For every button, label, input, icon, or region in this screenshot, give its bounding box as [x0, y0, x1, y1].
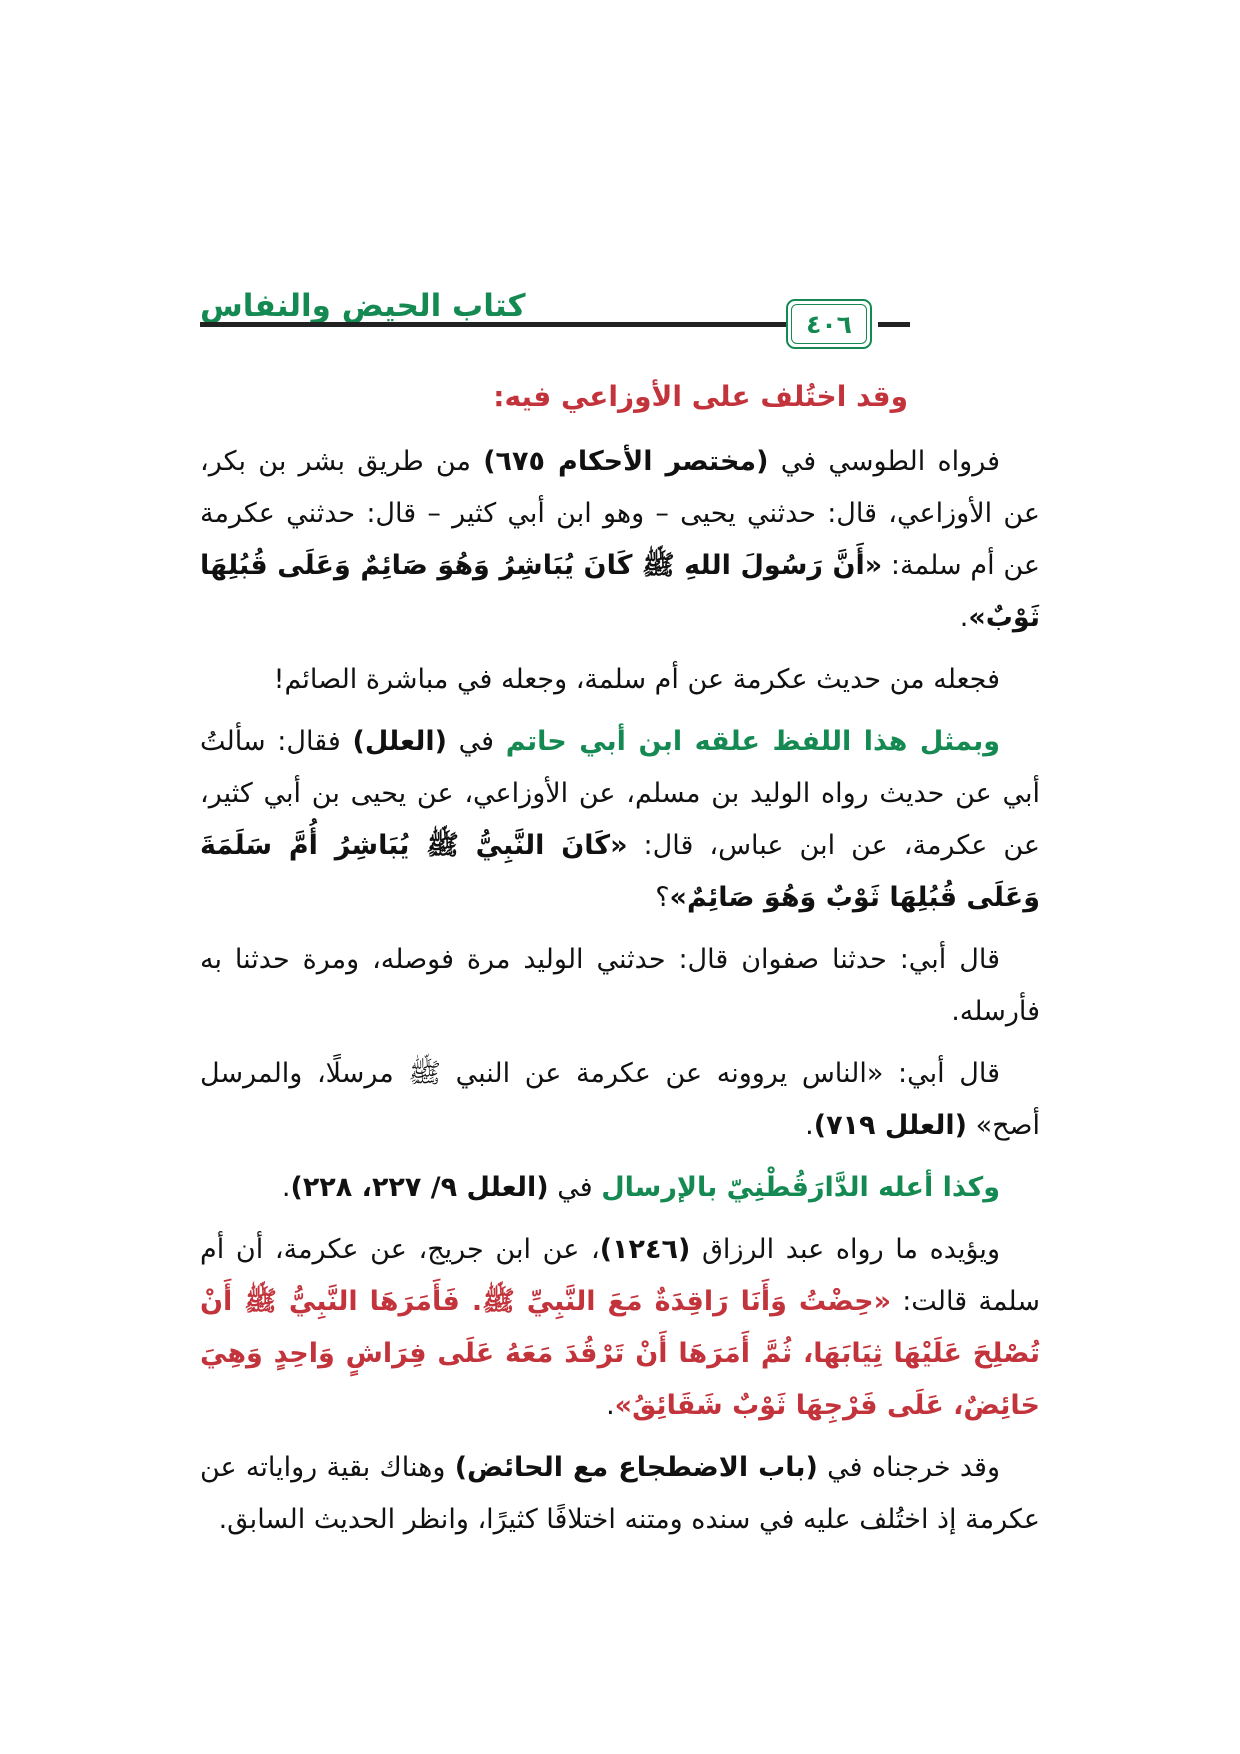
- text-run: وبمثل هذا اللفظ علقه ابن أبي حاتم: [505, 726, 1001, 757]
- paragraph: [200, 654, 1040, 706]
- text-run: في: [446, 726, 506, 757]
- text-run: فجعله من حديث عكرمة عن أم سلمة، وجعله في مباشرة الصائم!: [273, 664, 1000, 695]
- text-run: (العلل): [352, 726, 447, 757]
- text-run: .: [606, 1390, 615, 1421]
- text-run: «حِضْتُ وَأَنَا رَاقِدَةٌ مَعَ النَّبِيِّ ﷺ. فَأَمَرَهَا النَّبِيُّ ﷺ أَنْ تُصْلِحَ عَلَيْهَا ثِيَابَهَا، ثُمَّ أَمَرَهَا أَنْ تَرْقُدَ مَعَهُ عَلَى فِرَاشٍ وَاحِدٍ وَهِيَ حَائِضٌ، عَلَى فَرْجِهَا ثَوْبٌ شَقَائِقُ»: [200, 1286, 1040, 1421]
- header-rule: [200, 322, 786, 327]
- paragraph: [200, 716, 1040, 924]
- page-header: [200, 288, 1040, 352]
- page-number: ٤٠٦: [791, 304, 867, 344]
- paragraph: [200, 1162, 1040, 1214]
- text-run: (العلل ٩/ ٢٢٧، ٢٢٨): [290, 1172, 549, 1203]
- text-run: فرواه الطوسي في: [768, 446, 1001, 477]
- paragraph: [200, 1442, 1040, 1546]
- text-run: من طريق بشر بن بكر، عن الأوزاعي، قال: حدثني يحيى – وهو ابن أبي كثير – قال: حدثني عكرمة عن أم سلمة:: [200, 446, 1040, 581]
- text-run: فقال: سألتُ أبي عن حديث رواه الوليد بن مسلم، عن الأوزاعي، عن يحيى بن أبي كثير، عن عكرمة، عن ابن عباس، قال:: [200, 726, 1041, 861]
- section-heading: وقد اختُلف على الأوزاعي فيه:: [493, 380, 908, 413]
- text-run: (مختصر الأحكام ٦٧٥): [483, 446, 769, 477]
- text-run: .: [959, 602, 969, 633]
- text-run: وهناك بقية رواياته عن عكرمة إذ اختُلف عليه في سنده ومتنه اختلافًا كثيرًا، وانظر الحديث السابق.: [200, 1452, 1040, 1535]
- paragraph: [200, 1224, 1040, 1432]
- text-run: في: [548, 1172, 602, 1203]
- text-run: قال أبي: حدثنا صفوان قال: حدثني الوليد مرة فوصله، ومرة حدثنا به فأرسله.: [200, 944, 1040, 1027]
- paragraphs: [200, 436, 1040, 1546]
- paragraph: [200, 436, 1040, 644]
- text-run: (١٢٤٦): [599, 1234, 691, 1265]
- text-run: وكذا أعله الدَّارَقُطْنِيّ بالإرسال: [601, 1172, 1000, 1203]
- text-run: (باب الاضطجاع مع الحائض): [454, 1452, 818, 1483]
- text-run: .: [281, 1172, 291, 1203]
- text-run: .: [805, 1110, 814, 1141]
- paragraph: [200, 934, 1040, 1038]
- text-run: ؟: [655, 882, 670, 913]
- text-run: «أَنَّ رَسُولَ اللهِ ﷺ كَانَ يُبَاشِرُ وَهُوَ صَائِمٌ وَعَلَى قُبُلِهَا ثَوْبٌ»: [200, 550, 1040, 633]
- text-run: (العلل ٧١٩): [813, 1110, 968, 1141]
- page-number-badge: [786, 299, 872, 349]
- text-run: قال أبي: «الناس يروونه عن عكرمة عن النبي ﷺ مرسلًا، والمرسل أصح»: [200, 1058, 1040, 1141]
- book-title: كتاب الحيض والنفاس: [200, 288, 526, 324]
- text-run: ويؤيده ما رواه عبد الرزاق: [690, 1234, 1000, 1265]
- text-run: «كَانَ النَّبِيُّ ﷺ يُبَاشِرُ أُمَّ سَلَمَةَ وَعَلَى قُبُلِهَا ثَوْبٌ وَهُوَ صَائِمٌ»: [200, 830, 1040, 913]
- text-run: وقد خرجناه في: [817, 1452, 1000, 1483]
- text-run: ، عن ابن جريج، عن عكرمة، أن أم سلمة قالت:: [200, 1234, 1040, 1317]
- page-content: [200, 288, 1041, 1556]
- paragraph: [200, 1048, 1040, 1152]
- header-rule-tail: [878, 322, 910, 327]
